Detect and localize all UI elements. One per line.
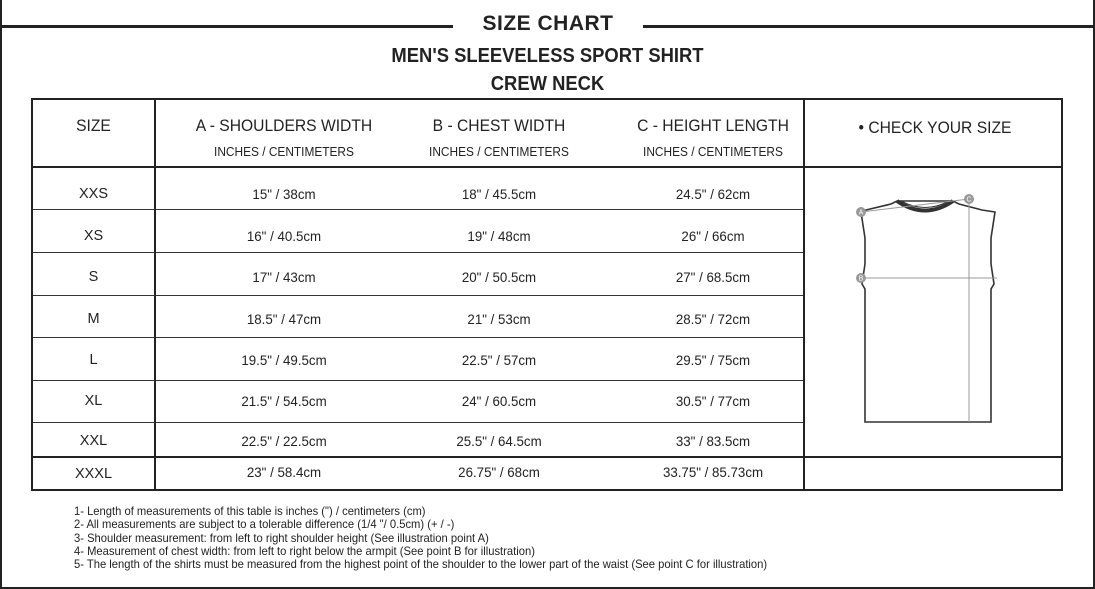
note-item: 2- All measurements are subject to a tolerable difference (1/4 "/ 0.5cm) (+ / -) <box>74 517 455 532</box>
row-divider <box>33 456 1061 458</box>
height-value: 27" / 68.5cm <box>675 269 751 285</box>
chest-value: 24" / 60.5cm <box>461 393 537 409</box>
page-title: SIZE CHART <box>482 12 614 35</box>
size-label: XL <box>84 393 103 409</box>
size-label: XXS <box>78 186 108 202</box>
chest-value: 21" / 53cm <box>467 311 531 327</box>
chest-value: 18" / 45.5cm <box>461 186 537 202</box>
shirt-illustration <box>805 168 1061 456</box>
shoulder-value: 18.5" / 47cm <box>246 311 322 327</box>
title-bar <box>0 8 1095 44</box>
note-item: 1- Length of measurements of this table is inches (") / centimeters (cm) <box>74 504 426 518</box>
note-item: 3- Shoulder measurement: from left to right shoulder height (See illustration point A) <box>74 530 489 545</box>
header-shoulders: A - SHOULDERS WIDTH <box>195 116 373 135</box>
row-divider <box>33 422 803 423</box>
row-divider <box>33 295 803 296</box>
size-label: S <box>88 269 99 285</box>
shoulder-value: 23" / 58.4cm <box>246 464 322 480</box>
point-c-label: C <box>966 196 972 204</box>
size-table <box>31 98 1063 491</box>
size-label: XXXL <box>74 466 113 482</box>
title-rule-left <box>0 25 453 28</box>
chest-value: 20" / 50.5cm <box>461 269 537 285</box>
chest-value: 19" / 48cm <box>467 228 531 244</box>
shoulder-value: 22.5" / 22.5cm <box>241 433 327 449</box>
shoulder-value: 21.5" / 54.5cm <box>241 393 327 409</box>
size-label: M <box>87 311 100 327</box>
product-style: CREW NECK <box>490 73 605 95</box>
size-label: L <box>89 352 98 368</box>
title-rule-right <box>643 25 1095 28</box>
note-item: 4- Measurement of chest width: from left to right below the armpit (See point B for illustration) <box>74 543 535 558</box>
row-divider <box>33 337 803 338</box>
height-value: 28.5" / 72cm <box>675 311 751 327</box>
point-b-label: B <box>858 275 864 283</box>
row-divider <box>33 252 803 253</box>
header-size: SIZE <box>76 116 111 135</box>
row-divider <box>33 209 803 210</box>
height-value: 24.5" / 62cm <box>675 186 751 202</box>
height-value: 29.5" / 75cm <box>675 352 751 368</box>
height-value: 33" / 83.5cm <box>675 433 751 449</box>
measurement-notes <box>74 505 804 571</box>
check-your-size-label: • CHECK YOUR SIZE <box>858 118 1012 137</box>
chest-value: 26.75" / 68cm <box>458 464 540 480</box>
height-value: 30.5" / 77cm <box>675 393 751 409</box>
shoulder-value: 16" / 40.5cm <box>246 228 322 244</box>
chest-value: 22.5" / 57cm <box>461 352 537 368</box>
units-label: INCHES / CENTIMETERS <box>429 145 569 159</box>
shoulder-value: 15" / 38cm <box>252 186 316 202</box>
point-a-label: A <box>858 209 864 217</box>
units-label: INCHES / CENTIMETERS <box>214 145 354 159</box>
shoulder-value: 19.5" / 49.5cm <box>241 352 327 368</box>
size-label: XXL <box>79 433 108 449</box>
height-value: 26" / 66cm <box>681 228 745 244</box>
row-divider <box>33 380 803 381</box>
shirt-outline <box>858 201 995 422</box>
note-item: 5- The length of the shirts must be measured from the highest point of the shoulder to the lower part of the waist (See point C for illustration) <box>74 557 768 572</box>
height-value: 33.75" / 85.73cm <box>662 464 764 480</box>
header-height: C - HEIGHT LENGTH <box>637 116 789 135</box>
product-name: MEN'S SLEEVELESS SPORT SHIRT <box>391 45 704 67</box>
chest-value: 25.5" / 64.5cm <box>456 433 542 449</box>
units-label: INCHES / CENTIMETERS <box>643 145 783 159</box>
shoulder-value: 17" / 43cm <box>252 269 316 285</box>
size-label: XS <box>83 228 104 244</box>
header-chest: B - CHEST WIDTH <box>432 116 566 135</box>
